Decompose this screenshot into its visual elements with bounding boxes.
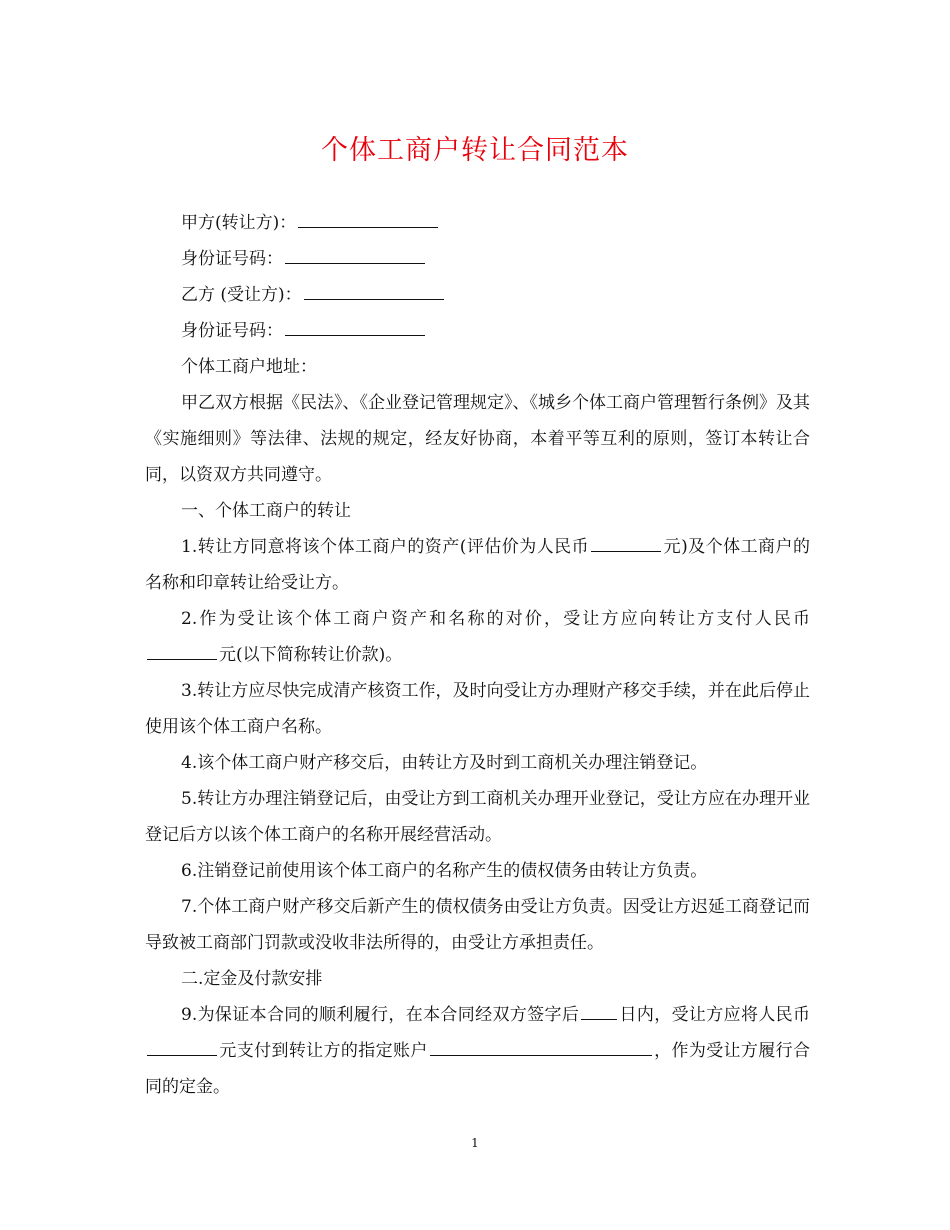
party-a-id-field	[145, 241, 810, 277]
intro-paragraph: 甲乙双方根据《民法》、《企业登记管理规定》、《城乡个体工商户管理暂行条例》及其《实施细则》等法律、法规的规定，经友好协商，本着平等互利的原则，签订本转让合同，以资双方共同遵守。	[145, 393, 810, 485]
page-number: 1	[471, 1136, 479, 1150]
party-b-field	[145, 277, 810, 313]
clause-9-text-b: 日内，受让方应将人民币	[619, 1005, 811, 1025]
clause-9-text-c: 元支付到转让方的指定账户	[219, 1041, 428, 1061]
clause-9-text-a: 9.为保证本合同的顺利履行，在本合同经双方签字后	[181, 1005, 580, 1025]
party-b-blank	[304, 279, 444, 300]
clause-4: 4.该个体工商户财产移交后，由转让方及时到工商机关办理注销登记。	[181, 753, 708, 773]
clause-9-text-d: ，作为受让方履行合同的定金。	[145, 1041, 811, 1097]
party-a-field	[145, 205, 810, 241]
address-field: 个体工商户地址：	[181, 357, 317, 377]
clause-1-text-a: 1.转让方同意将该个体工商户的资产(评估价为人民币	[181, 537, 590, 557]
party-b-id-label: 身份证号码：	[181, 321, 283, 341]
party-a-blank	[298, 207, 438, 228]
clause-1	[145, 529, 810, 601]
party-a-id-blank	[285, 243, 425, 264]
clause-7: 7.个体工商户财产移交后新产生的债权债务由受让方负责。因受让方迟延工商登记而导致被工商部门罚款或没收非法所得的，由受让方承担责任。	[145, 897, 810, 953]
party-a-id-label: 身份证号码：	[181, 249, 283, 269]
clause-3: 3.转让方应尽快完成清产核资工作，及时向受让方办理财产移交手续，并在此后停止使用该个体工商户名称。	[145, 681, 810, 737]
party-b-label: 乙方 (受让方)：	[181, 285, 302, 305]
clause-2-text-a: 2.作为受让该个体工商户资产和名称的对价，受让方应向转让方支付人民币	[181, 609, 810, 629]
clause-5: 5.转让方办理注销登记后，由受让方到工商机关办理开业登记，受让方应在办理开业登记后方以该个体工商户的名称开展经营活动。	[145, 789, 810, 845]
clause-6: 6.注销登记前使用该个体工商户的名称产生的债权债务由转让方负责。	[181, 861, 708, 881]
clause-1-text-b: 元)及个体工商户的名称和印章转让给受让方。	[145, 537, 810, 593]
document-body	[145, 205, 810, 1105]
clause-9-days-blank	[581, 999, 617, 1020]
clause-2	[145, 601, 810, 673]
section1-heading: 一、个体工商户的转让	[181, 501, 351, 521]
section2-heading: 二.定金及付款安排	[181, 969, 323, 989]
clause-2-blank	[147, 639, 217, 660]
clause-9-account-blank	[430, 1035, 652, 1056]
party-a-label: 甲方(转让方)：	[181, 213, 297, 233]
party-b-id-blank	[285, 315, 425, 336]
clause-9	[145, 997, 810, 1105]
clause-9-amount-blank	[147, 1035, 217, 1056]
clause-1-blank	[591, 531, 661, 552]
party-b-id-field	[145, 313, 810, 349]
clause-2-text-b: 元(以下简称转让价款)。	[219, 645, 403, 665]
document-title: 个体工商户转让合同范本	[321, 135, 629, 166]
